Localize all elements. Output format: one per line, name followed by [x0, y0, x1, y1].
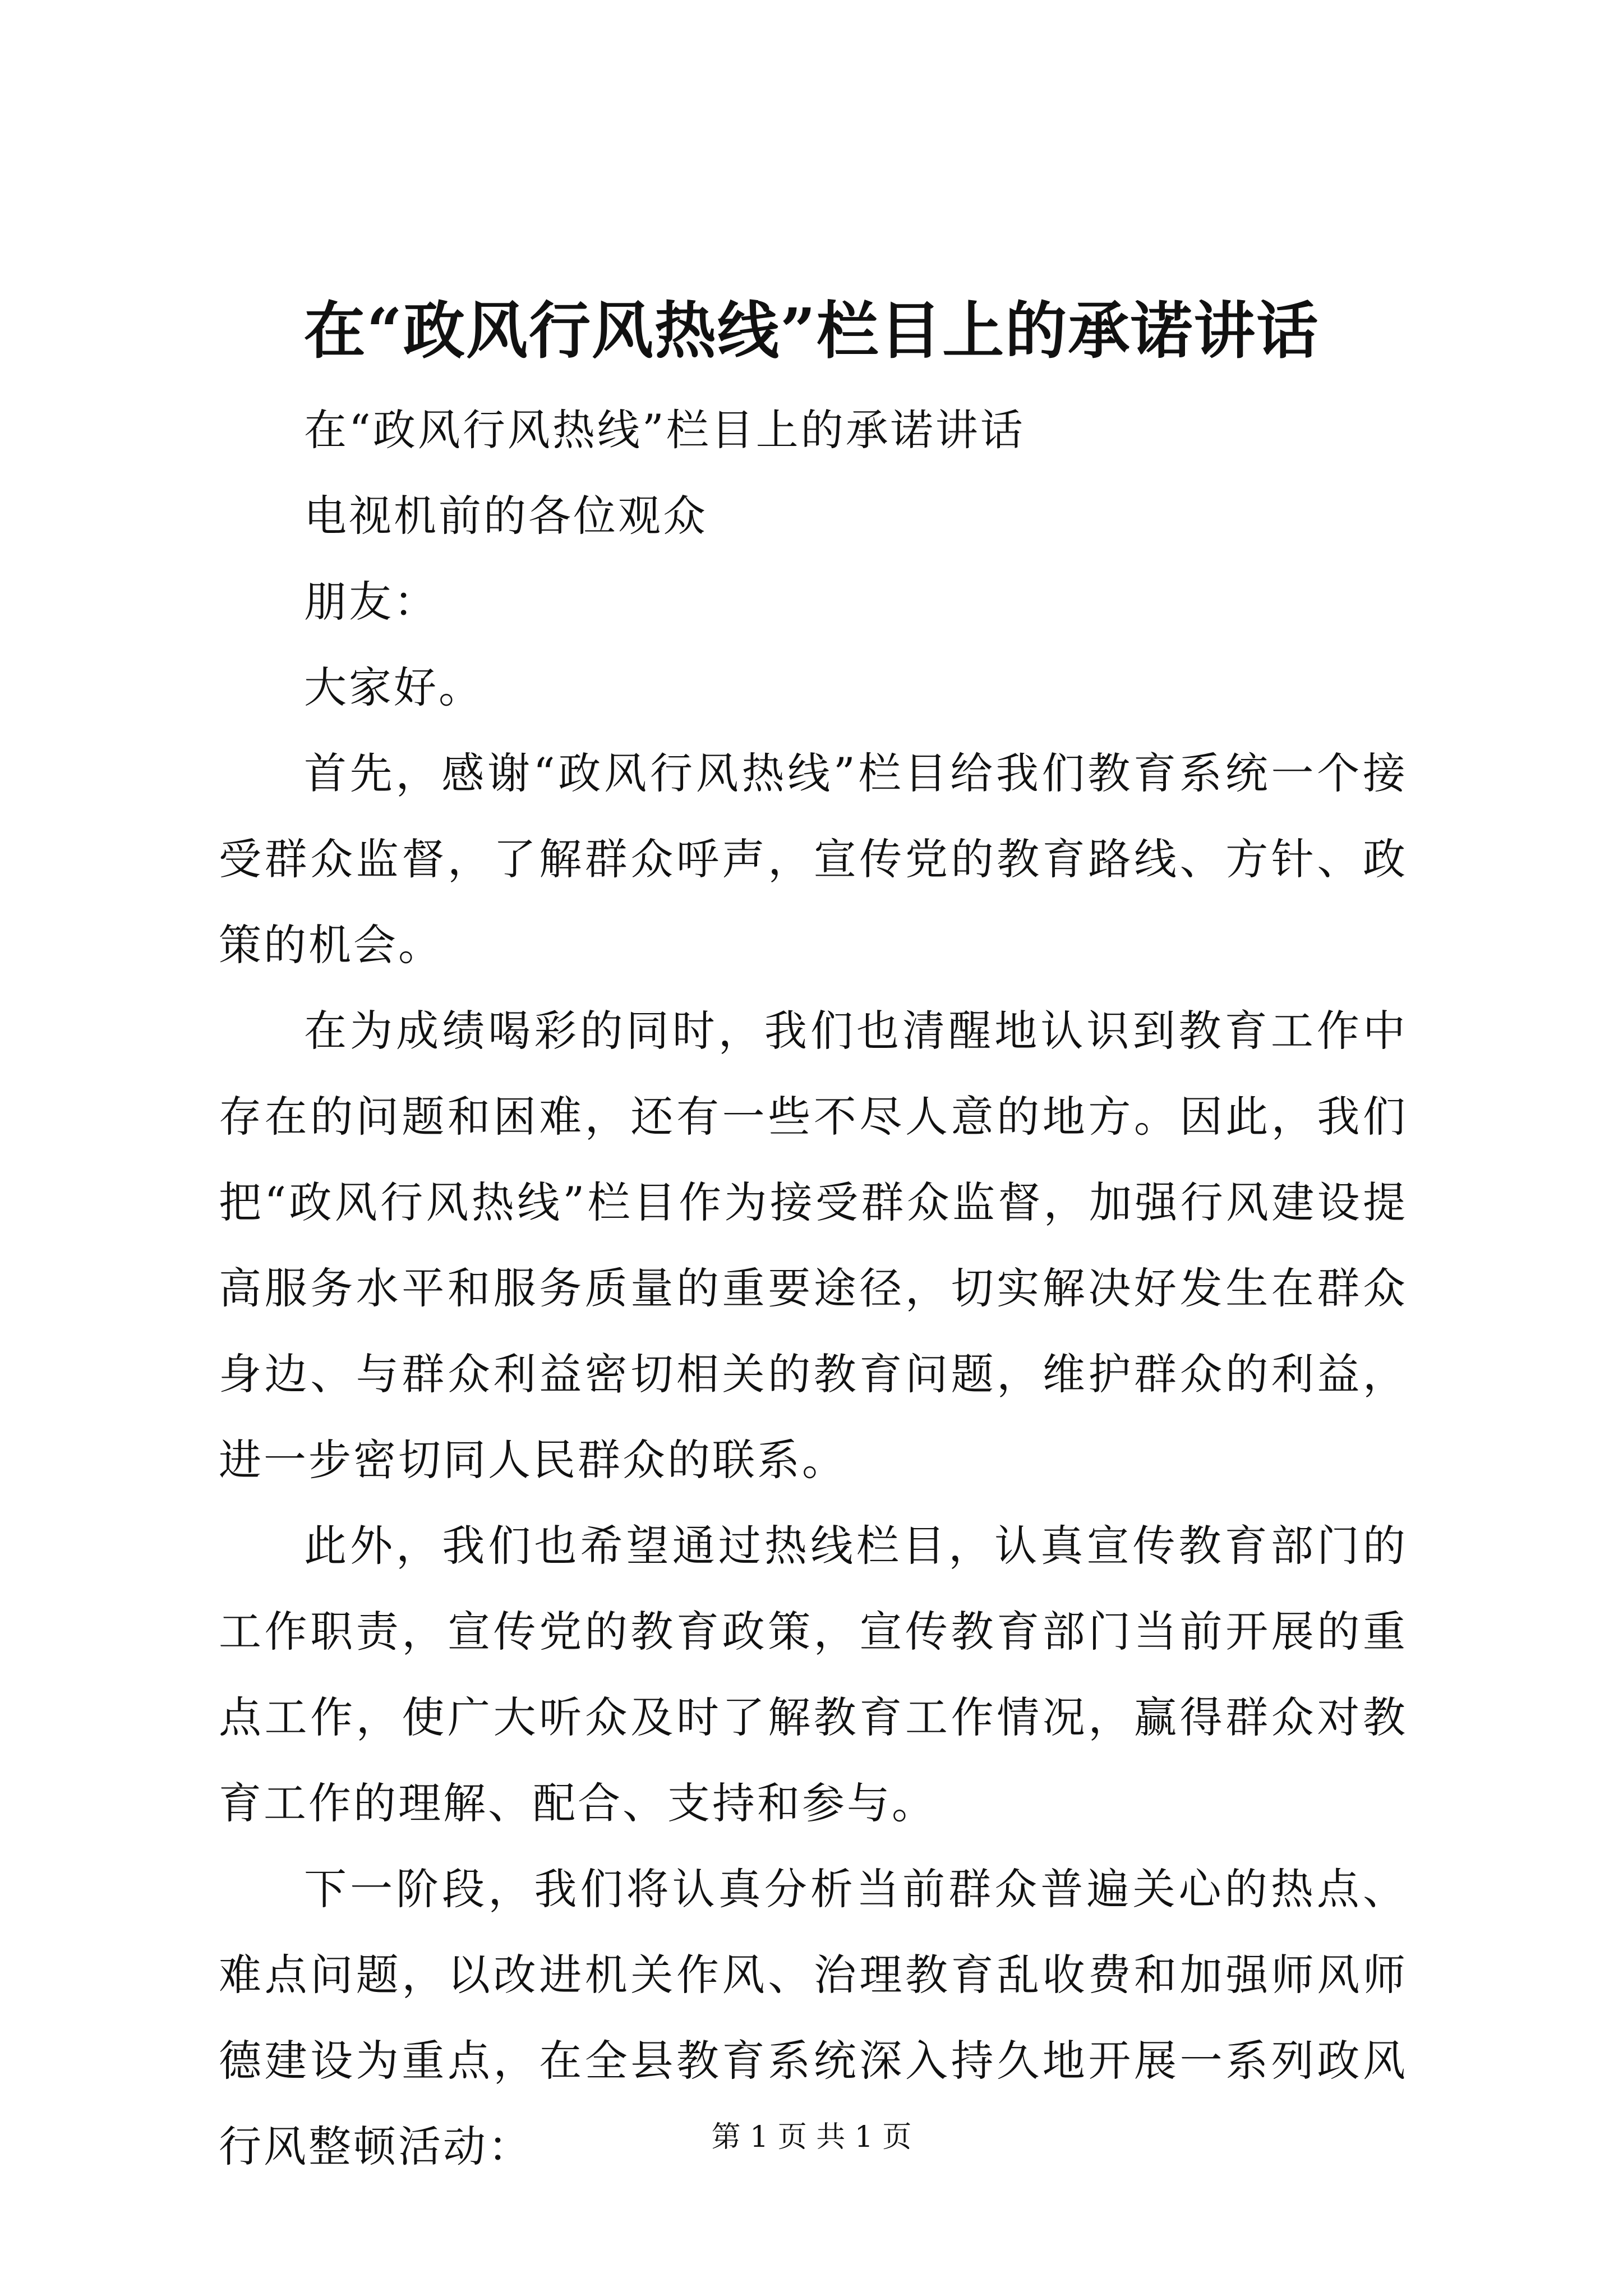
paragraph-greeting: 大家好。 [304, 662, 483, 712]
document-body [219, 387, 1408, 2189]
paragraph-salutation-2: 朋友： [304, 577, 439, 627]
paragraph-salutation-1: 电视机前的各位观众 [304, 491, 708, 541]
paragraph-publicity: 此外，我们也希望通过热线栏目，认真宣传教育部门的工作职责，宣传党的教育政策，宣传教育部门当前开展的重点工作，使广大听众及时了解教育工作情况，赢得群众对教育工作的理解、配合、支持和参与。 [219, 1521, 1408, 1828]
paragraph-next-stage: 下一阶段，我们将认真分析当前群众普遍关心的热点、难点问题，以改进机关作风、治理教育乱收费和加强师风师德建设为重点，在全县教育系统深入持久地开展一系列政风行风整顿活动： [219, 1864, 1408, 2171]
paragraph-thanks: 首先，感谢“政风行风热线”栏目给我们教育系统一个接受群众监督，了解群众呼声，宣传党的教育路线、方针、政策的机会。 [219, 748, 1408, 970]
page-footer: 第 1 页 共 1 页 [711, 2120, 912, 2154]
document-title: 在“政风行风热线”栏目上的承诺讲话 [303, 295, 1320, 367]
paragraph-subtitle: 在“政风行风热线”栏目上的承诺讲话 [304, 405, 1025, 455]
paragraph-problems: 在为成绩喝彩的同时，我们也清醒地认识到教育工作中存在的问题和困难，还有一些不尽人意的地方。因此，我们把“政风行风热线”栏目作为接受群众监督，加强行风建设提高服务水平和服务质量的重要途径，切实解决好发生在群众身边、与群众利益密切相关的教育问题，维护群众的利益，进一步密切同人民群众的联系。 [219, 1006, 1408, 1485]
